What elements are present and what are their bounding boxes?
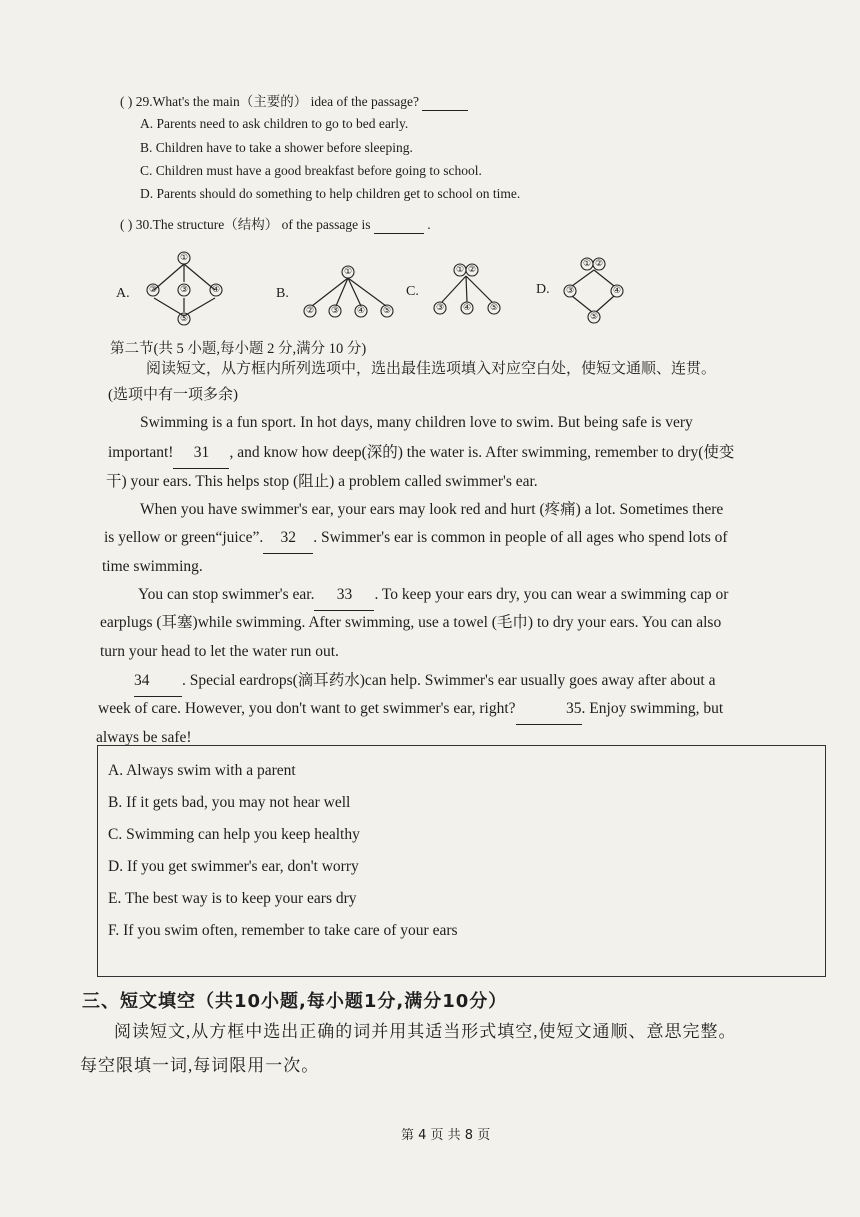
node-2: ② — [305, 306, 315, 316]
passage-line: earplugs (耳塞)while swimming. After swimming, use a towel (毛巾) to dry your ears. You can also — [100, 614, 722, 631]
section3-header: 三、短文填空（共10小题,每小题1分,满分10分） — [82, 991, 508, 1012]
diagram-a — [140, 248, 230, 328]
blank-32: 32 — [263, 523, 313, 554]
node-3: ③ — [565, 286, 575, 296]
node-2: ② — [148, 285, 158, 295]
blank-33: 33 — [314, 580, 374, 611]
section3-instruction: 阅读短文,从方框中选出正确的词并用其适当形式填空,使短文通顺、意思完整。 — [114, 1022, 737, 1041]
option-a: A. Always swim with a parent — [108, 762, 296, 779]
passage-line: 干) your ears. This helps stop (阻止) a problem called swimmer's ear. — [106, 473, 538, 490]
node-4: ④ — [462, 303, 472, 313]
node-2: ② — [467, 265, 477, 275]
q29-option-c: C. Children must have a good breakfast before going to school. — [140, 163, 482, 178]
passage-line: 34 . Special eardrops(滴耳药水)can help. Swimmer's ear usually goes away after about a — [134, 666, 716, 697]
passage-line: turn your head to let the water run out. — [100, 643, 339, 660]
node-4: ④ — [211, 285, 221, 295]
node-3: ③ — [330, 306, 340, 316]
node-5: ⑤ — [382, 306, 392, 316]
passage-line: important! 31 , and know how deep(深的) the water is. After swimming, remember to dry(使变 — [108, 438, 734, 469]
node-4: ④ — [356, 306, 366, 316]
diagram-d — [556, 252, 636, 328]
diagram-d-label: D. — [536, 282, 550, 297]
blank-31: 31 — [173, 438, 229, 469]
option-c: C. Swimming can help you keep healthy — [108, 826, 360, 843]
section2-header: 第二节(共 5 小题,每小题 2 分,满分 10 分) — [110, 341, 367, 357]
section2-instruction-note: (选项中有一项多余) — [108, 387, 238, 403]
option-e: E. The best way is to keep your ears dry — [108, 890, 357, 907]
node-3: ③ — [435, 303, 445, 313]
answer-paren: ( ) — [120, 217, 133, 232]
passage-line: time swimming. — [102, 558, 203, 575]
q29-stem — [120, 90, 468, 111]
option-d: D. If you get swimmer's ear, don't worry — [108, 858, 359, 875]
option-f: F. If you swim often, remember to take care of your ears — [108, 922, 458, 939]
node-1: ① — [179, 253, 189, 263]
passage-line: Swimming is a fun sport. In hot days, many children love to swim. But being safe is very — [140, 414, 693, 431]
answer-blank — [422, 94, 468, 111]
node-5: ⑤ — [179, 314, 189, 324]
q29-option-a: A. Parents need to ask children to go to bed early. — [140, 116, 409, 131]
diagram-a-label: A. — [116, 286, 130, 301]
passage-line: week of care. However, you don't want to get swimmer's ear, right? 35. Enjoy swimming, but — [98, 694, 723, 725]
diagram-c-label: C. — [406, 284, 419, 299]
passage-line: is yellow or green“juice”. 32 . Swimmer's ear is common in people of all ages who spend lots of — [104, 523, 728, 554]
question-text: 30.The structure（结构） of the passage is — [135, 217, 371, 232]
answer-paren: ( ) — [120, 94, 133, 109]
q30-stem: ( ) 30.The structure（结构） of the passage is . — [120, 217, 431, 232]
options-box — [97, 745, 826, 977]
section3-instruction-note: 每空限填一词,每词限用一次。 — [80, 1056, 320, 1075]
node-5: ⑤ — [589, 312, 599, 322]
q29-option-d: D. Parents should do something to help children get to school on time. — [140, 186, 521, 201]
option-b: B. If it gets bad, you may not hear well — [108, 794, 351, 811]
answer-blank — [374, 217, 424, 234]
question-text: 29.What's the main（主要的） idea of the passage? — [135, 94, 419, 109]
blank-34: 34 — [134, 666, 182, 697]
passage-line: When you have swimmer's ear, your ears may look red and hurt (疼痛) a lot. Sometimes there — [140, 501, 724, 518]
diagram-b-label: B. — [276, 286, 289, 301]
node-4: ④ — [612, 286, 622, 296]
node-1: ① — [343, 267, 353, 277]
passage-line: always be safe! — [96, 729, 192, 746]
q29-option-b: B. Children have to take a shower before sleeping. — [140, 140, 413, 155]
page-number: 第 4 页 共 8 页 — [401, 1128, 491, 1143]
blank-35: 35 — [516, 694, 582, 725]
node-3: ③ — [179, 285, 189, 295]
diagram-b — [298, 262, 408, 322]
passage-line: You can stop swimmer's ear. 33 . To keep your ears dry, you can wear a swimming cap or — [138, 580, 728, 611]
node-1: ① — [582, 259, 592, 269]
diagram-c — [428, 258, 508, 318]
node-5: ⑤ — [489, 303, 499, 313]
section2-instruction: 阅读短文，从方框内所列选项中，选出最佳选项填入对应空白处，使短文通顺、连贯。 — [146, 361, 717, 377]
node-2: ② — [594, 259, 604, 269]
node-1: ① — [455, 265, 465, 275]
